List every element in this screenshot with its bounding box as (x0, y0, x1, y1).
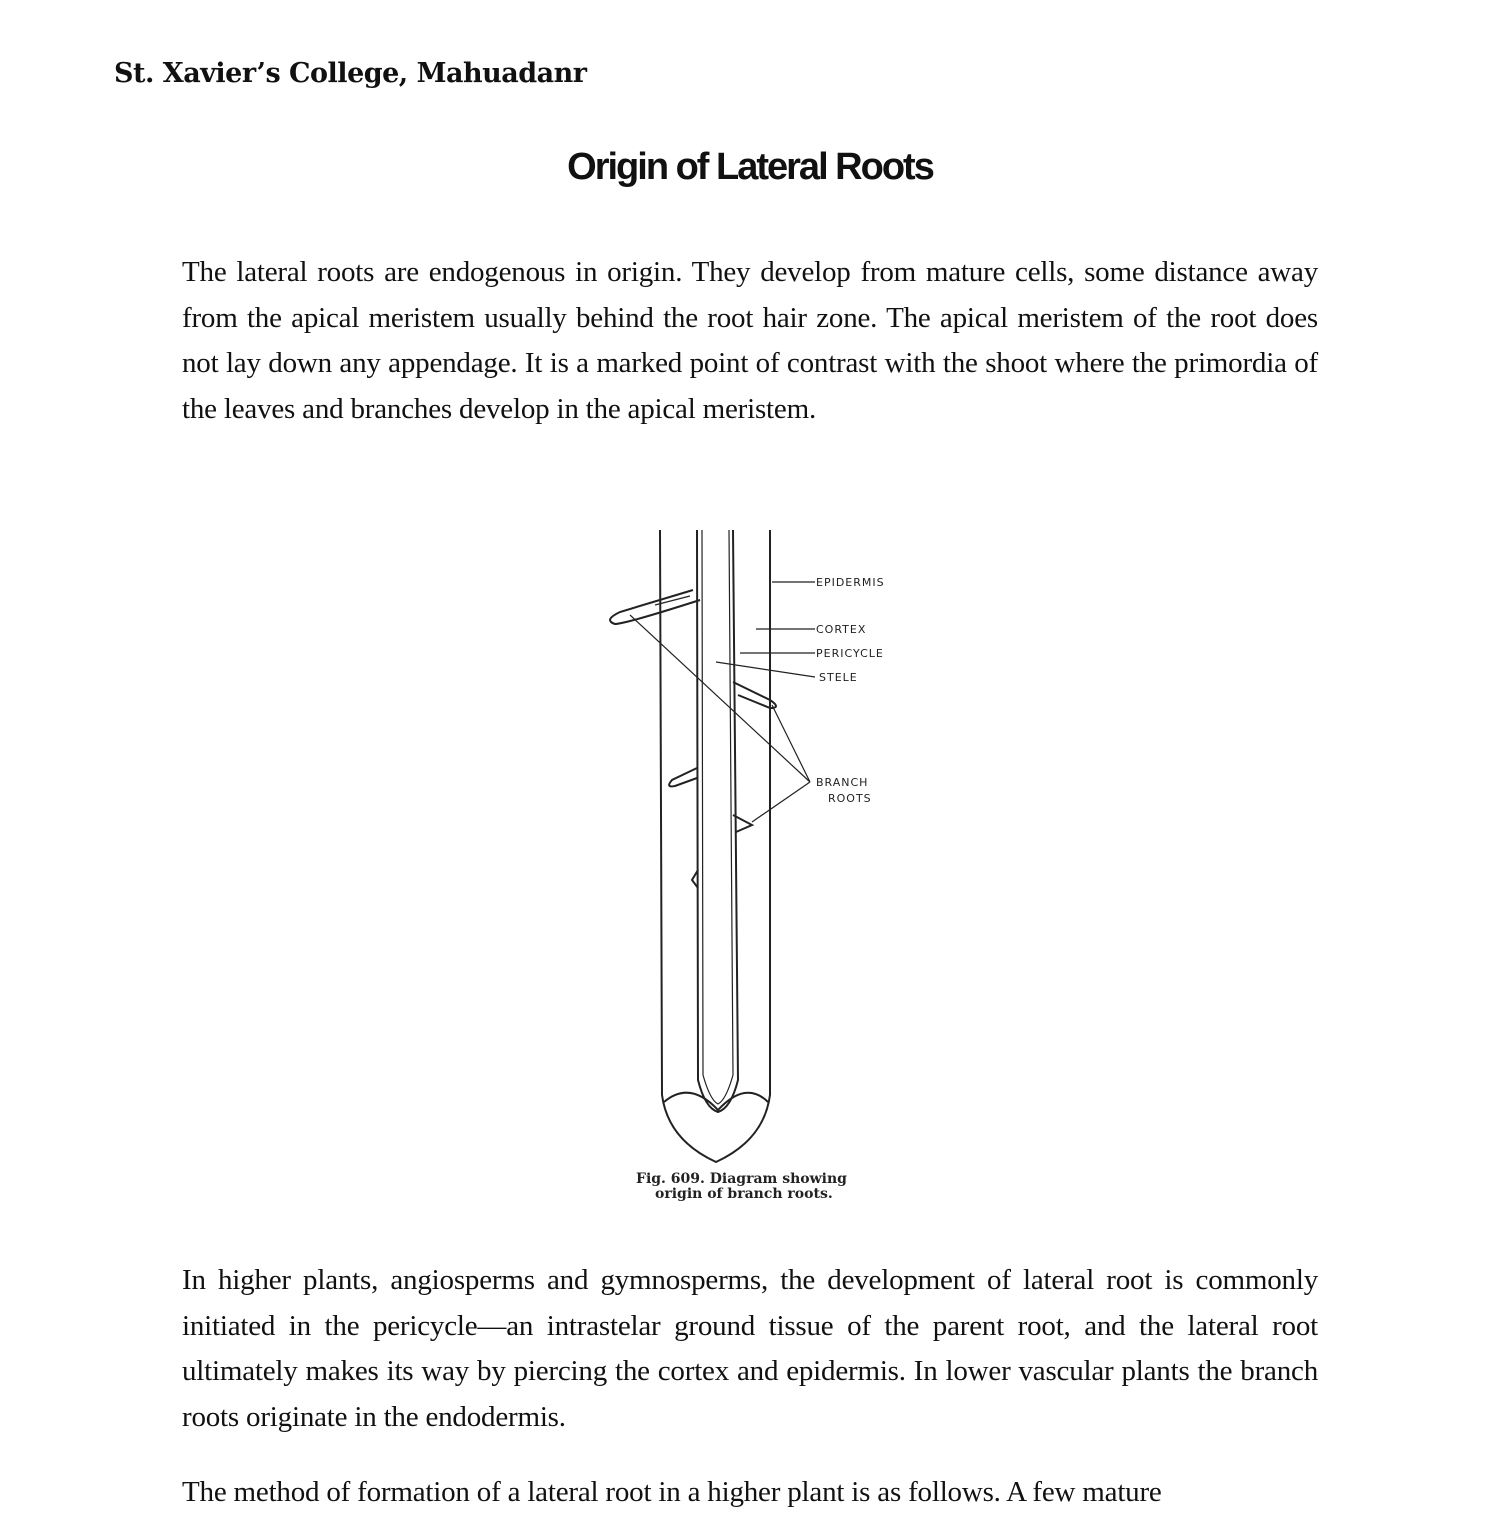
paragraph-intro: The lateral roots are endogenous in origin. They develop from mature cells, some distance away from the apical meristem usually behind the root hair zone. The apical meristem of the root does not lay down any appendage. It is a marked point of contrast with the shoot where the primordia of the leaves and branches develop in the apical meristem. (182, 256, 1318, 425)
label-stele: STELE (819, 671, 858, 684)
branch-root-3 (669, 768, 697, 786)
institution-header: St. Xavier’s College, Mahuadanr (114, 58, 587, 89)
branch-root-1 (610, 590, 700, 624)
label-cortex: CORTEX (816, 623, 867, 636)
label-epidermis: EPIDERMIS (816, 576, 885, 589)
figure-caption-line1: Fig. 609. Diagram showing (636, 1171, 847, 1187)
paragraph-method: The method of formation of a lateral root in a higher plant is as follows. A few mature (182, 1476, 1162, 1508)
label-roots: ROOTS (828, 792, 872, 805)
label-branch: BRANCH (816, 776, 869, 789)
paragraph-pericycle: In higher plants, angiosperms and gymnosperms, the development of lateral root is commonly initiated in the pericycle—an intrastelar ground tissue of the parent root, and the lateral root ultimately makes its way by piercing the cortex and epidermis. In lower vascular plants the branch roots originate in the endodermis. (182, 1264, 1318, 1433)
label-pericycle: PERICYCLE (816, 647, 884, 660)
epidermis-outline (660, 530, 770, 1162)
figure-caption-line2: origin of branch roots. (655, 1186, 833, 1202)
page-title: Origin of Lateral Roots (567, 146, 933, 188)
root-cap (664, 1093, 768, 1110)
